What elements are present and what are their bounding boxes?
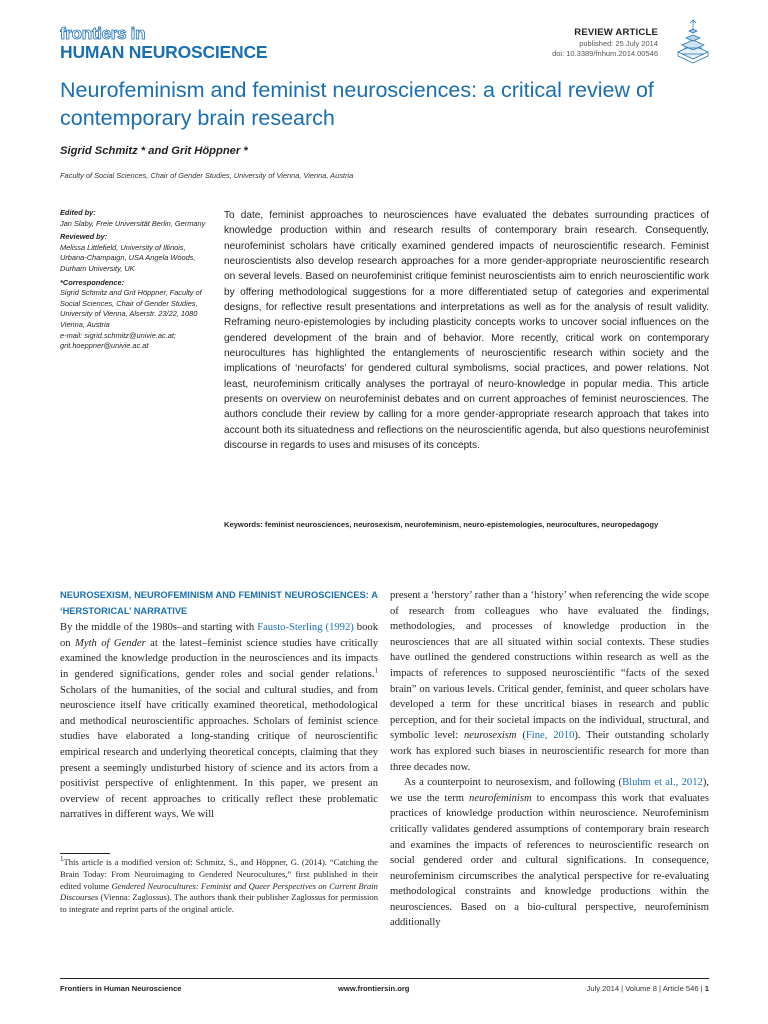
footnote-divider (60, 853, 110, 854)
brand-top-text: frontiers in (60, 24, 146, 43)
paragraph: By the middle of the 1980s–and starting with Fausto-Sterling (1992) book on Myth of Gender at the latest–feminist science studies have critically examined the knowledge production in the neurosciences and its impacts in gendered significations, gender roles and social gender relations.$^1$ Scholars of the humanities, of the social and cultural studies, and from neuroscience itself have critically examined theoretical, methodological and methodical neuroscientific approaches. Scholars of feminist science studies have elaborated a long-standing critique of neuroscientific empirical research and underlying theoretical concepts, claiming that they present a seemingly undisturbed history of science and its actors from a positivist perspective of enlightenment. In this paper, we present an overview of recent approaches to critically reflect these problematic narratives in different ways. We will (60, 622, 379, 821)
paragraph: present a ‘herstory’ rather than a ‘history’ when referencing the wide scope of research from colleagues who have evaluated the findings, methodologies, and processes of knowledge production in the neurosciences that are all situated within social contexts. These studies have outlined the gendered constructions within research as well as the impacts of references to supposed neuroscientific “facts of the sexed brain” on various levels. Critical gender, feminist, and queer scholars have developed a term for these uncritical biases in research and public perception, and for their societal impacts on the individual, structural, and symbolic level: neurosexism (Fine, 2010). Their outstanding scholarly work has explored such biases in neuroscientific research for more than three decades now. (390, 590, 709, 773)
citation-link[interactable]: Fausto-Sterling (1992) (257, 622, 354, 634)
stacked-layers-logo-icon (674, 18, 712, 64)
correspondence-label: *Correspondence: (60, 277, 125, 287)
keywords: Keywords: feminist neurosciences, neurosexism, neurofeminism, neuro-epistemologies, neurocultures, neuropedagogy (224, 520, 659, 529)
edited-by-label: Edited by: (60, 208, 96, 217)
reviewed-by-label: Reviewed by: (60, 232, 108, 242)
citation-link[interactable]: Fine, 2010 (525, 730, 575, 742)
footnote: $^1$This article is a modified version of: Schmitz, S., and Höppner, G. (2014). “Catching the Brain Today: From Neuroimaging to Gendered Neurocultures,” first published in their edited volume Gendered Neurocultures: Feminist and Queer Perspectives on Current Brain Discourses (Vienna: Zaglossus). The authors thank their publisher Zaglossus for permission to integrate and reprint parts of the original article. (60, 855, 378, 915)
article-type: REVIEW ARTICLE (574, 27, 658, 38)
doi: doi: 10.3389/fnhum.2014.00546 (552, 49, 658, 58)
footer-journal: Frontiers in Human Neuroscience (60, 984, 182, 993)
authors: Sigrid Schmitz * and Grit Höppner * (60, 145, 248, 157)
citation-link[interactable]: Bluhm et al., 2012 (622, 777, 703, 789)
brand-bottom-text: HUMAN NEUROSCIENCE (60, 42, 268, 62)
footer-website[interactable]: www.frontiersin.org (338, 984, 410, 993)
abstract: To date, feminist approaches to neurosciences have evaluated the debates surrounding practices of knowledge production within and research results of contemporary brain research. Consequently, neurofeminist scholars have critically examined gendered impacts of neuroscientific research. Feminist neuroscientists also develop research approaches for a more gender-appropriate neuroscientific research on several levels. Based on neurofeminist critique feminist neuroscientists aim to enrich neuroscientific work by offering methodological suggestions for a more differentiated setup of categories and experimental designs, for reflective result presentations and interpretations as well as for the analysis of result validity. Reframing neuro-epistemologies by including plasticity concepts works to uncover social influences on the gendered development of the brain and of behavior. More recently, critical work on contemporary neurocultures has highlighted the entanglements of neuroscientific research within society and the implications of ‘neurofacts’ for gendered cultural symbolisms, social practices, and power relations. Not least, neurofeminism critically analyses the portrayal of neuro-knowledge in popular media. This article presents on overview on neurofeminist debates and on current approaches of feminist neurosciences. The authors conclude their review by calling for a more gender-appropriate research approach that takes into account both its situatedness and reflections on the neuroscientific agenda, but also questions neurofeminist discourse in regards to uses and misuses of its concepts. (224, 210, 709, 452)
published-date: published: 25 July 2014 (579, 39, 658, 48)
article-title: Neurofeminism and feminist neurosciences: a critical review of contemporary brain research (60, 78, 654, 130)
correspondence-text: Sigrid Schmitz and Grit Höppner, Faculty of Social Sciences, Chair of Gender Studies, University of Vienna, Alserstr. 23/22, 1080 Vienna, Austria (60, 288, 202, 329)
footer-divider (60, 978, 709, 979)
body-column-right (390, 588, 709, 931)
footer-issue: July 2014 | Volume 8 | Article 546 | 1 (586, 984, 709, 993)
editorial-sidebar (60, 208, 208, 355)
edited-by-text: Jan Slaby, Freie Universität Berlin, Germany (60, 218, 206, 228)
reviewed-by-text: Melissa Littlefield, University of Illinois, Urbana-Champaign, USA Angela Woods, Durham University, UK (60, 242, 196, 273)
section-heading: NEUROSEXISM, NEUROFEMINISM AND FEMINIST NEUROSCIENCES: A ‘HERSTORICAL’ NARRATIVE (60, 590, 378, 616)
body-column-left (60, 588, 378, 823)
page-number: 1 (704, 984, 709, 993)
footnote-ref[interactable]: 1 (374, 666, 378, 675)
journal-brand (60, 25, 267, 62)
affiliation: Faculty of Social Sciences, Chair of Gender Studies, University of Vienna, Vienna, Austria (60, 171, 354, 180)
correspondence-email[interactable]: e-mail: sigrid.schmitz@univie.ac.at; grit.hoeppner@univie.ac.at (60, 330, 176, 351)
article-meta (552, 27, 658, 59)
paragraph: As a counterpoint to neurosexism, and following (Bluhm et al., 2012), we use the term neurofeminism to encompass this work that evaluates practices of knowledge production within neuroscience. Neurofeminism critically validates gendered assumptions of contemporary brain research and examines the impacts of references to neuroscientific research on social gendered order and cultural significations. In consequence, neurofeminism circumscribes the analytical perspective for re-evaluating methodological constraints and knowledge productions within the neurosciences. Based on a bio-cultural perspective, neurofeminism additionally (390, 777, 709, 929)
